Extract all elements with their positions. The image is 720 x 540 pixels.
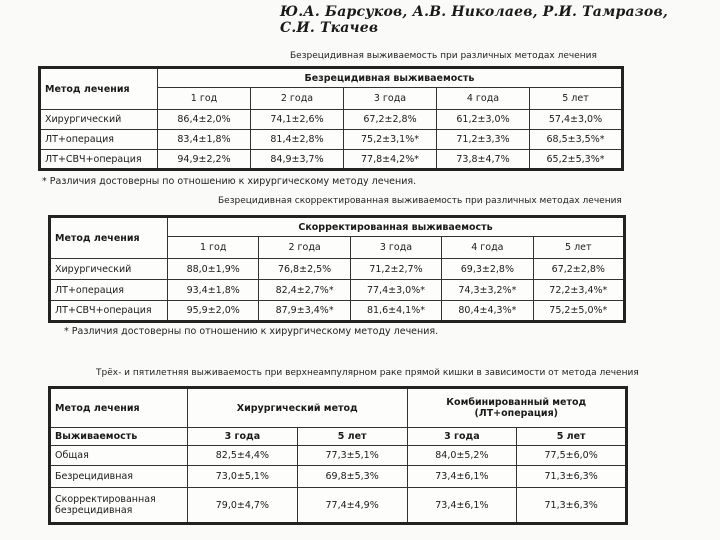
table-row: [50, 488, 627, 524]
table2-footnote: * Различия достоверны по отношению к хирургическому методу лечения.: [64, 326, 439, 337]
table1-caption: Безрецидивная выживаемость при различных методах лечения: [290, 51, 597, 61]
value-cell: 71,2±3,3%: [437, 130, 530, 150]
value-cell: 84,9±3,7%: [251, 150, 344, 170]
value-cell: 88,0±1,9%: [168, 259, 259, 280]
table2-year-header: 2 года: [259, 237, 350, 259]
value-cell: 86,4±2,0%: [158, 110, 251, 130]
table3-survival-header: Выживаемость: [50, 428, 188, 446]
table-row: [40, 130, 623, 150]
survival-type-cell: Общая: [50, 446, 188, 466]
value-cell: 71,3±6,3%: [517, 466, 627, 488]
table3-period-header: 5 лет: [517, 428, 627, 446]
method-cell: ЛТ+СВЧ+операция: [40, 150, 158, 170]
table1-year-header: 5 лет: [530, 88, 623, 110]
table-row: [50, 280, 625, 301]
value-cell: 84,0±5,2%: [407, 446, 517, 466]
value-cell: 87,9±3,4%*: [259, 301, 350, 322]
value-cell: 67,2±2,8%: [533, 259, 624, 280]
method-cell: ЛТ+СВЧ+операция: [50, 301, 168, 322]
table3-period-header: 3 года: [188, 428, 298, 446]
table1-year-header: 4 года: [437, 88, 530, 110]
value-cell: 79,0±4,7%: [188, 488, 298, 524]
value-cell: 75,2±5,0%*: [533, 301, 624, 322]
value-cell: 67,2±2,8%: [344, 110, 437, 130]
value-cell: 74,3±3,2%*: [442, 280, 533, 301]
survival-type-cell: Скорректированная безрецидивная: [50, 488, 188, 524]
table-row: [50, 466, 627, 488]
value-cell: 57,4±3,0%: [530, 110, 623, 130]
combined-header-line2: (ЛТ+операция): [474, 408, 559, 419]
table2-skorrektirovannaya: [48, 215, 626, 323]
value-cell: 73,0±5,1%: [188, 466, 298, 488]
table1-method-header: Метод лечения: [40, 68, 158, 110]
table3-surgical-header: Хирургический метод: [188, 388, 408, 428]
table-row: [50, 446, 627, 466]
value-cell: 75,2±3,1%*: [344, 130, 437, 150]
table1-group-header: Безрецидивная выживаемость: [158, 68, 623, 88]
table3-period-header: 3 года: [407, 428, 517, 446]
value-cell: 77,5±6,0%: [517, 446, 627, 466]
value-cell: 71,3±6,3%: [517, 488, 627, 524]
value-cell: 76,8±2,5%: [259, 259, 350, 280]
value-cell: 93,4±1,8%: [168, 280, 259, 301]
method-cell: Хирургический: [40, 110, 158, 130]
survival-type-cell: Безрецидивная: [50, 466, 188, 488]
value-cell: 82,5±4,4%: [188, 446, 298, 466]
value-cell: 73,8±4,7%: [437, 150, 530, 170]
table2-year-header: 5 лет: [533, 237, 624, 259]
method-cell: ЛТ+операция: [50, 280, 168, 301]
table2-method-header: Метод лечения: [50, 217, 168, 259]
table3-caption: Трёх- и пятилетняя выживаемость при верхнеампулярном раке прямой кишки в зависимости от метода лечения: [96, 368, 639, 378]
value-cell: 61,2±3,0%: [437, 110, 530, 130]
method-cell: ЛТ+операция: [40, 130, 158, 150]
value-cell: 94,9±2,2%: [158, 150, 251, 170]
table-row: [50, 259, 625, 280]
value-cell: 71,2±2,7%: [350, 259, 441, 280]
table1-footnote: * Различия достоверны по отношению к хирургическому методу лечения.: [42, 176, 417, 187]
value-cell: 68,5±3,5%*: [530, 130, 623, 150]
value-cell: 81,6±4,1%*: [350, 301, 441, 322]
table-row: [40, 150, 623, 170]
value-cell: 73,4±6,1%: [407, 466, 517, 488]
table-row: [50, 301, 625, 322]
value-cell: 81,4±2,8%: [251, 130, 344, 150]
value-cell: 95,9±2,0%: [168, 301, 259, 322]
method-cell: Хирургический: [50, 259, 168, 280]
table1-year-header: 1 год: [158, 88, 251, 110]
combined-header-line1: Комбинированный метод: [446, 397, 587, 408]
table3-combined-header: [407, 388, 627, 428]
table3-method-header: Метод лечения: [50, 388, 188, 428]
value-cell: 73,4±6,1%: [407, 488, 517, 524]
table2-year-header: 1 год: [168, 237, 259, 259]
value-cell: 80,4±4,3%*: [442, 301, 533, 322]
table-row: [40, 110, 623, 130]
value-cell: 77,3±5,1%: [297, 446, 407, 466]
value-cell: 82,4±2,7%*: [259, 280, 350, 301]
table2-year-header: 3 года: [350, 237, 441, 259]
table2-group-header: Скорректированная выживаемость: [168, 217, 625, 237]
table1-bezretsidivnaya: [38, 66, 624, 171]
value-cell: 83,4±1,8%: [158, 130, 251, 150]
value-cell: 69,8±5,3%: [297, 466, 407, 488]
table3-trekh-pyatiletnyaya: [48, 386, 628, 525]
value-cell: 65,2±5,3%*: [530, 150, 623, 170]
table2-caption: Безрецидивная скорректированная выживаемость при различных методах лечения: [218, 196, 622, 206]
value-cell: 72,2±3,4%*: [533, 280, 624, 301]
value-cell: 77,8±4,2%*: [344, 150, 437, 170]
table1-year-header: 2 года: [251, 88, 344, 110]
table1-year-header: 3 года: [344, 88, 437, 110]
value-cell: 77,4±3,0%*: [350, 280, 441, 301]
value-cell: 77,4±4,9%: [297, 488, 407, 524]
article-authors: Ю.А. Барсуков, А.В. Николаев, Р.И. Тамразов, С.И. Ткачев: [280, 4, 668, 36]
table3-period-header: 5 лет: [297, 428, 407, 446]
value-cell: 74,1±2,6%: [251, 110, 344, 130]
value-cell: 69,3±2,8%: [442, 259, 533, 280]
table2-year-header: 4 года: [442, 237, 533, 259]
